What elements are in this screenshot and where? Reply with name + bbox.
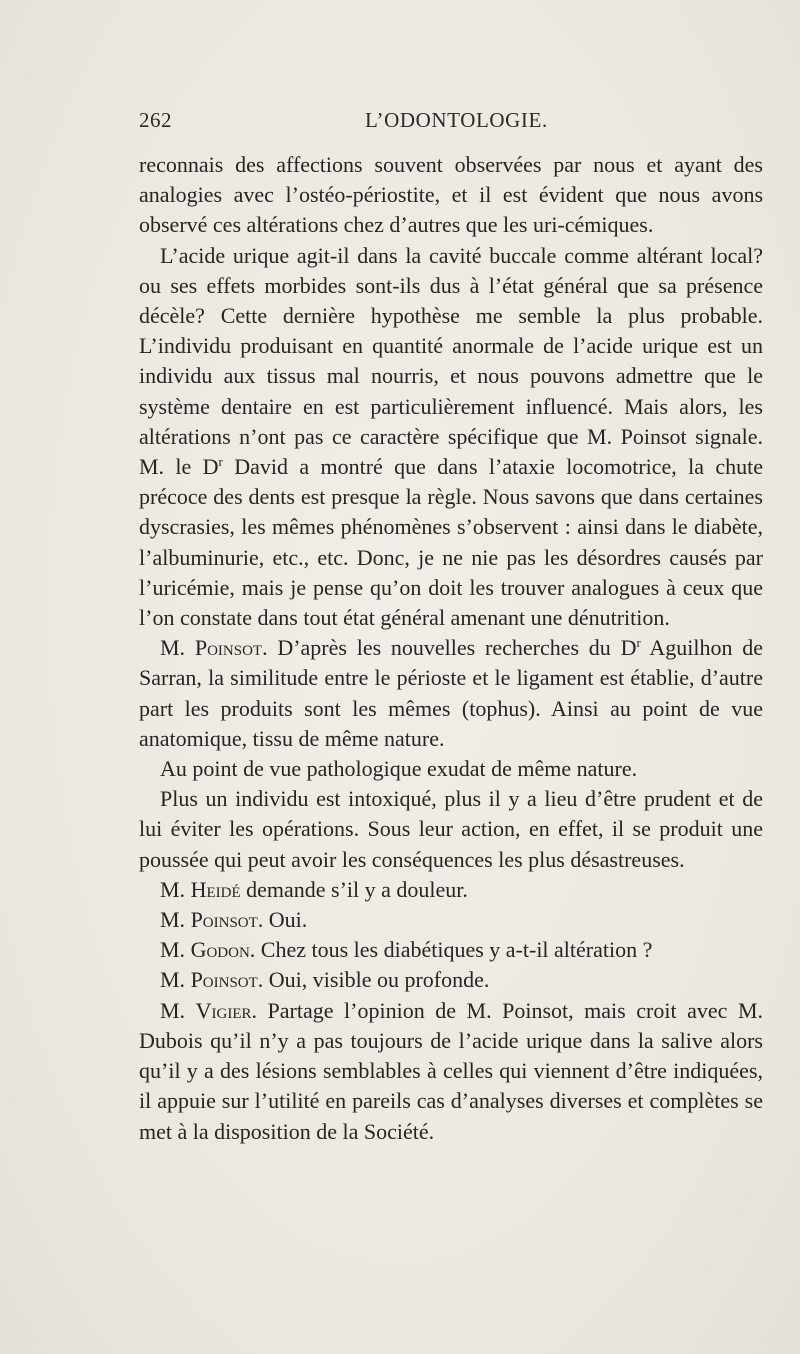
speaker-prefix: M. (160, 876, 186, 902)
paragraph-2-end: David a montré que dans l’ataxie locomotrice, la chute précoce des dents est presque la règle. Nous savons que dans certaines dyscrasies, les mêmes phénomènes s’observent : ainsi dans le diabète, l’albuminurie, etc., etc. Donc, je ne nie pas les désordres causés par l’uricémie, mais je pense qu’on doit les trouver analogues à ceux que l’on constate dans tout état général amenant une dénutrition. (139, 454, 764, 631)
paragraph-5-text: Plus un individu est intoxiqué, plus il y a lieu d’être prudent et de lui éviter les opérations. Sous leur action, en effet, il se produit une poussée qui peut avoir les conséquences les plus désastreuses. (139, 786, 763, 872)
paragraph-9-text: . Oui, visible ou profonde. (257, 967, 490, 993)
paragraph-3 (139, 633, 763, 754)
speaker-name: Godon (190, 937, 250, 963)
speaker-name: Poinsot (190, 907, 258, 933)
paragraph-1-text: reconnais des affections souvent observées par nous et ayant des analogies avec l’ostéo-périostite, et il est évident que nous avons observé ces altérations chez d’autres que les uri-cémiques. (139, 152, 763, 238)
paragraph-7-text: . Oui. (257, 907, 308, 933)
paragraph-3-text: . D’après les nouvelles recherches du (262, 635, 611, 661)
paragraph-3-end: Aguilhon de Sarran, la similitude entre le périoste et le ligament est établie, d’autre part les produits sont les mêmes (tophus). Ainsi au point de vue anatomique, tissu de même nature. (139, 635, 763, 751)
doctor-abbrev: $D^r$ (202, 454, 223, 480)
page-header (139, 108, 763, 138)
page-number: 262 (139, 108, 172, 132)
paragraph-2-text: L’acide urique agit-il dans la cavité buccale comme altérant local? ou ses effets morbides sont-ils dus à l’état général que sa présence décèle? Cette dernière hypothèse me semble la plus probable. L’individu produisant en quantité anormale de l’acide urique est un individu aux tissus mal nourris, et nous pouvons admettre que le système dentaire en est particulièrement influencé. Mais alors, les altérations n’ont pas ce caractère spécifique que M. Poinsot signale. M. le (139, 242, 763, 480)
paragraph-8 (139, 935, 763, 965)
paragraph-7 (139, 905, 763, 935)
speaker-prefix: M. (160, 967, 186, 993)
speaker-prefix: M. (160, 997, 186, 1023)
speaker-name: Heidé (190, 876, 241, 902)
doctor-abbrev: $D^r$ (620, 635, 641, 661)
paragraph-6 (139, 875, 763, 905)
paragraph-5 (139, 784, 763, 875)
paragraph-1 (139, 150, 763, 241)
speaker-prefix: M. (160, 907, 186, 933)
paragraph-4-text: Au point de vue pathologique exudat de même nature. (160, 756, 638, 782)
speaker-name: Poinsot (190, 967, 258, 993)
speaker-name: Poinsot (194, 635, 263, 661)
body-text (139, 150, 763, 1147)
paragraph-6-text: demande s’il y a douleur. (246, 876, 468, 902)
paragraph-10 (139, 996, 763, 1147)
running-title: L’ODONTOLOGIE. (365, 108, 548, 132)
speaker-prefix: M. (160, 635, 186, 661)
paragraph-8-text: . Chez tous les diabétiques y a-t-il altération ? (249, 937, 653, 963)
paragraph-9 (139, 965, 763, 995)
speaker-name: Vigier (195, 997, 252, 1023)
paragraph-2 (139, 241, 763, 634)
speaker-prefix: M. (160, 937, 186, 963)
paragraph-10-text: . Partage l’opinion de M. Poinsot, mais croit avec M. Dubois qu’il n’y a pas toujours de l’acide urique dans la salive alors qu’il y a des lésions semblables à celles qui viennent d’être indiquées, il appuie sur l’utilité en pareils cas d’analyses diverses et complètes se met à la disposition de la Société. (139, 997, 764, 1144)
paragraph-4 (139, 754, 763, 784)
